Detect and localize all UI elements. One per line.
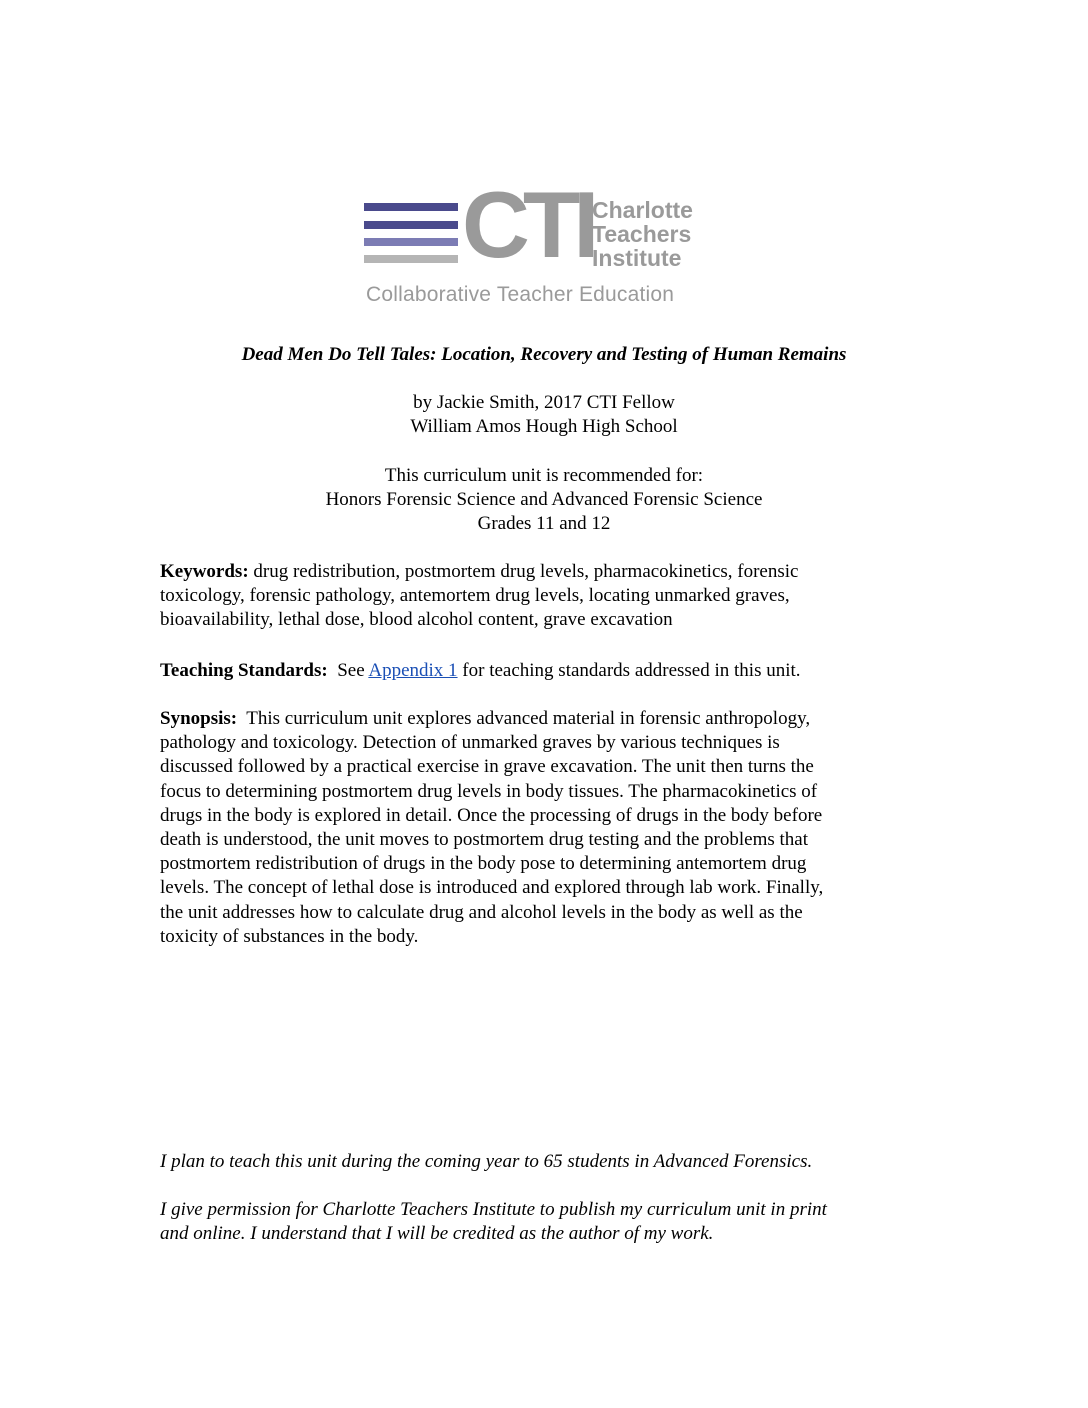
keywords-text: drug redistribution, postmortem drug levels, pharmacokinetics, forensic — [248, 561, 799, 582]
permission-statement — [160, 1198, 940, 1246]
logo-stripe — [364, 203, 458, 211]
permission-line: I give permission for Charlotte Teachers Institute to publish my curriculum unit in print — [160, 1199, 827, 1220]
logo-stripe — [364, 238, 458, 246]
synopsis-label: Synopsis: — [160, 708, 238, 729]
plan-line: I plan to teach this unit during the coming year to 65 students in Advanced Forensics. — [160, 1151, 813, 1172]
appendix-link[interactable]: Appendix 1 — [368, 660, 458, 681]
keywords-paragraph — [160, 560, 940, 633]
synopsis-line: postmortem redistribution of drugs in the body pose to determining antemortem drug — [160, 853, 807, 875]
recommend-grades: Grades 11 and 12 — [477, 513, 611, 534]
keywords-line: toxicology, forensic pathology, antemortem drug levels, locating unmarked graves, — [160, 585, 790, 607]
recommend-courses: Honors Forensic Science and Advanced Forensic Science — [325, 489, 763, 510]
logo-name-line: Institute — [592, 245, 682, 271]
synopsis-line: focus to determining postmortem drug levels in body tissues. The pharmacokinetics of — [160, 780, 818, 802]
logo-abbr: CTI — [462, 172, 593, 277]
logo-name-line: Charlotte — [592, 197, 693, 223]
keywords-label: Keywords: — [160, 561, 249, 582]
synopsis-paragraph — [160, 707, 940, 949]
logo-stripe — [364, 221, 458, 229]
plan-statement — [160, 1150, 940, 1174]
permission-line: and online. I understand that I will be credited as the author of my work. — [160, 1223, 714, 1245]
synopsis-line: discussed followed by a practical exercise in grave excavation. The unit then turns the — [160, 756, 814, 778]
standards-pre: See — [327, 660, 369, 681]
standards-label: Teaching Standards: — [160, 660, 328, 681]
standards-paragraph — [160, 659, 940, 683]
school-name: William Amos Hough High School — [410, 416, 678, 437]
logo-stripe — [364, 255, 458, 263]
synopsis-line: the unit addresses how to calculate drug and alcohol levels in the body as well as the — [160, 901, 803, 923]
keywords-line — [160, 560, 940, 584]
document-title: Dead Men Do Tell Tales: Location, Recovery and Testing of Human Remains — [241, 344, 847, 365]
standards-post: for teaching standards addressed in this unit. — [457, 660, 801, 681]
keywords-line: bioavailability, lethal dose, blood alcohol content, grave excavation — [160, 609, 673, 631]
synopsis-line — [160, 707, 940, 731]
synopsis-line: death is understood, the unit moves to postmortem drug testing and the problems that — [160, 829, 809, 851]
logo-name — [592, 198, 693, 270]
cti-logo — [364, 172, 724, 308]
synopsis-line: levels. The concept of lethal dose is introduced and explored through lab work. Finally, — [160, 877, 824, 899]
synopsis-line: pathology and toxicology. Detection of unmarked graves by various techniques is — [160, 732, 780, 754]
logo-name-line: Teachers — [592, 221, 692, 247]
synopsis-text: This curriculum unit explores advanced material in forensic anthropology, — [237, 708, 811, 729]
standards-line — [160, 659, 940, 683]
recommend-intro: This curriculum unit is recommended for: — [384, 465, 704, 486]
synopsis-line: toxicity of substances in the body. — [160, 925, 419, 947]
author-line: by Jackie Smith, 2017 CTI Fellow — [413, 392, 675, 413]
recommendation-block — [0, 464, 1088, 536]
synopsis-line: drugs in the body is explored in detail. Once the processing of drugs in the body before — [160, 804, 823, 826]
byline — [0, 391, 1088, 439]
logo-tagline: Collaborative Teacher Education — [366, 283, 675, 306]
